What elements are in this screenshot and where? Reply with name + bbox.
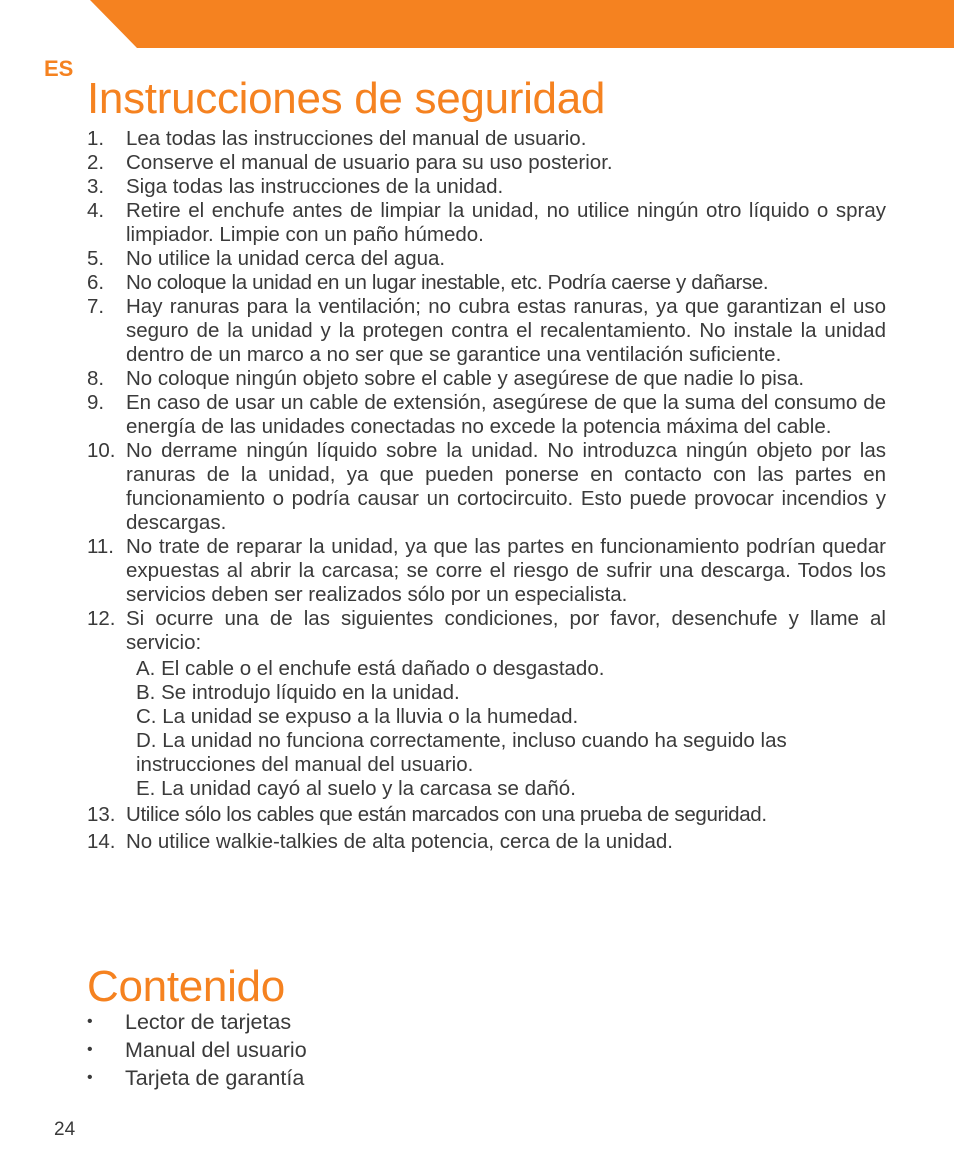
page-number: 24: [54, 1119, 76, 1140]
list-item: [87, 391, 886, 439]
item-text: No coloque ningún objeto sobre el cable y asegúrese de que nadie lo pisa.: [126, 367, 805, 390]
item-number: 12.: [87, 607, 116, 630]
safety-instructions-list: [87, 127, 886, 854]
condition-sublist: [136, 657, 886, 801]
list-item: [87, 367, 886, 391]
item-number: 8.: [87, 367, 105, 390]
item-text: Retire el enchufe antes de limpiar la unidad, no utilice ningún otro líquido o spray limpiador. Limpie con un paño húmedo.: [126, 199, 886, 246]
contents-list: [87, 1008, 307, 1092]
contents-title: Contenido: [87, 962, 285, 1011]
item-number: 14.: [87, 830, 116, 853]
list-item: [87, 151, 886, 175]
list-item: [87, 271, 886, 295]
item-text: Si ocurre una de las siguientes condiciones, por favor, desenchufe y llame al servicio:: [126, 607, 886, 654]
header-band: [0, 0, 954, 48]
list-item: [87, 535, 886, 607]
bullet-icon: •: [87, 1041, 93, 1058]
item-text: Hay ranuras para la ventilación; no cubra estas ranuras, ya que garantizan el uso seguro de la unidad y la protegen contra el recalentamiento. No instale la unidad dentro de un marco a no ser que se garantice una ventilación suficiente.: [126, 295, 886, 366]
item-text: No coloque la unidad en un lugar inestable, etc. Podría caerse y dañarse.: [126, 271, 769, 294]
item-text: Manual del usuario: [125, 1038, 307, 1062]
item-number: 3.: [87, 175, 105, 198]
item-number: 13.: [87, 803, 116, 826]
item-number: 1.: [87, 127, 105, 150]
item-text: Utilice sólo los cables que están marcados con una prueba de seguridad.: [126, 803, 767, 826]
list-item: [87, 175, 886, 199]
item-text: Conserve el manual de usuario para su uso posterior.: [126, 151, 613, 174]
list-item: [87, 803, 886, 827]
list-item: [87, 199, 886, 247]
item-number: 10.: [87, 439, 116, 462]
item-text: Tarjeta de garantía: [125, 1066, 305, 1090]
sub-list-item: D. La unidad no funciona correctamente, incluso cuando ha seguido las instrucciones del manual del usuario.: [136, 729, 787, 776]
list-item: [87, 127, 886, 151]
item-number: 4.: [87, 199, 105, 222]
item-number: 7.: [87, 295, 105, 318]
item-number: 6.: [87, 271, 105, 294]
sub-list-item: C. La unidad se expuso a la lluvia o la humedad.: [136, 705, 579, 728]
sub-list-item: A. El cable o el enchufe está dañado o desgastado.: [136, 657, 605, 680]
list-item: [87, 439, 886, 535]
item-number: 5.: [87, 247, 105, 270]
list-item: [87, 607, 886, 801]
item-number: 2.: [87, 151, 105, 174]
list-item: [87, 247, 886, 271]
item-text: Lea todas las instrucciones del manual de usuario.: [126, 127, 587, 150]
header-band-shape: [90, 0, 954, 48]
bullet-icon: •: [87, 1069, 93, 1086]
list-item: [87, 830, 886, 854]
item-text: No derrame ningún líquido sobre la unidad. No introduzca ningún objeto por las ranuras de la unidad, ya que pueden ponerse en contacto con las partes en funcionamiento o podría causar un cortocircuito. Esto puede provocar incendios y descargas.: [126, 439, 886, 534]
list-item: [87, 295, 886, 367]
sub-list-item: B. Se introdujo líquido en la unidad.: [136, 681, 460, 704]
bullet-icon: •: [87, 1013, 93, 1030]
language-tag: ES: [44, 56, 74, 81]
item-text: No utilice la unidad cerca del agua.: [126, 247, 446, 270]
item-text: En caso de usar un cable de extensión, asegúrese de que la suma del consumo de energía de las unidades conectadas no excede la potencia máxima del cable.: [126, 391, 886, 438]
item-text: Siga todas las instrucciones de la unidad.: [126, 175, 504, 198]
item-number: 9.: [87, 391, 105, 414]
item-text: No utilice walkie-talkies de alta potencia, cerca de la unidad.: [126, 830, 673, 853]
item-text: Lector de tarjetas: [125, 1010, 292, 1034]
item-text: No trate de reparar la unidad, ya que las partes en funcionamiento podrían quedar expuestas al abrir la carcasa; se corre el riesgo de sufrir una descarga. Todos los servicios deben ser realizados sólo por un especialista.: [126, 535, 886, 606]
list-item: [87, 1064, 307, 1092]
sub-list-item: E. La unidad cayó al suelo y la carcasa se dañó.: [136, 777, 576, 800]
list-item: [87, 1036, 307, 1064]
safety-title: Instrucciones de seguridad: [87, 74, 606, 123]
item-number: 11.: [87, 535, 114, 558]
list-item: [87, 1008, 307, 1036]
